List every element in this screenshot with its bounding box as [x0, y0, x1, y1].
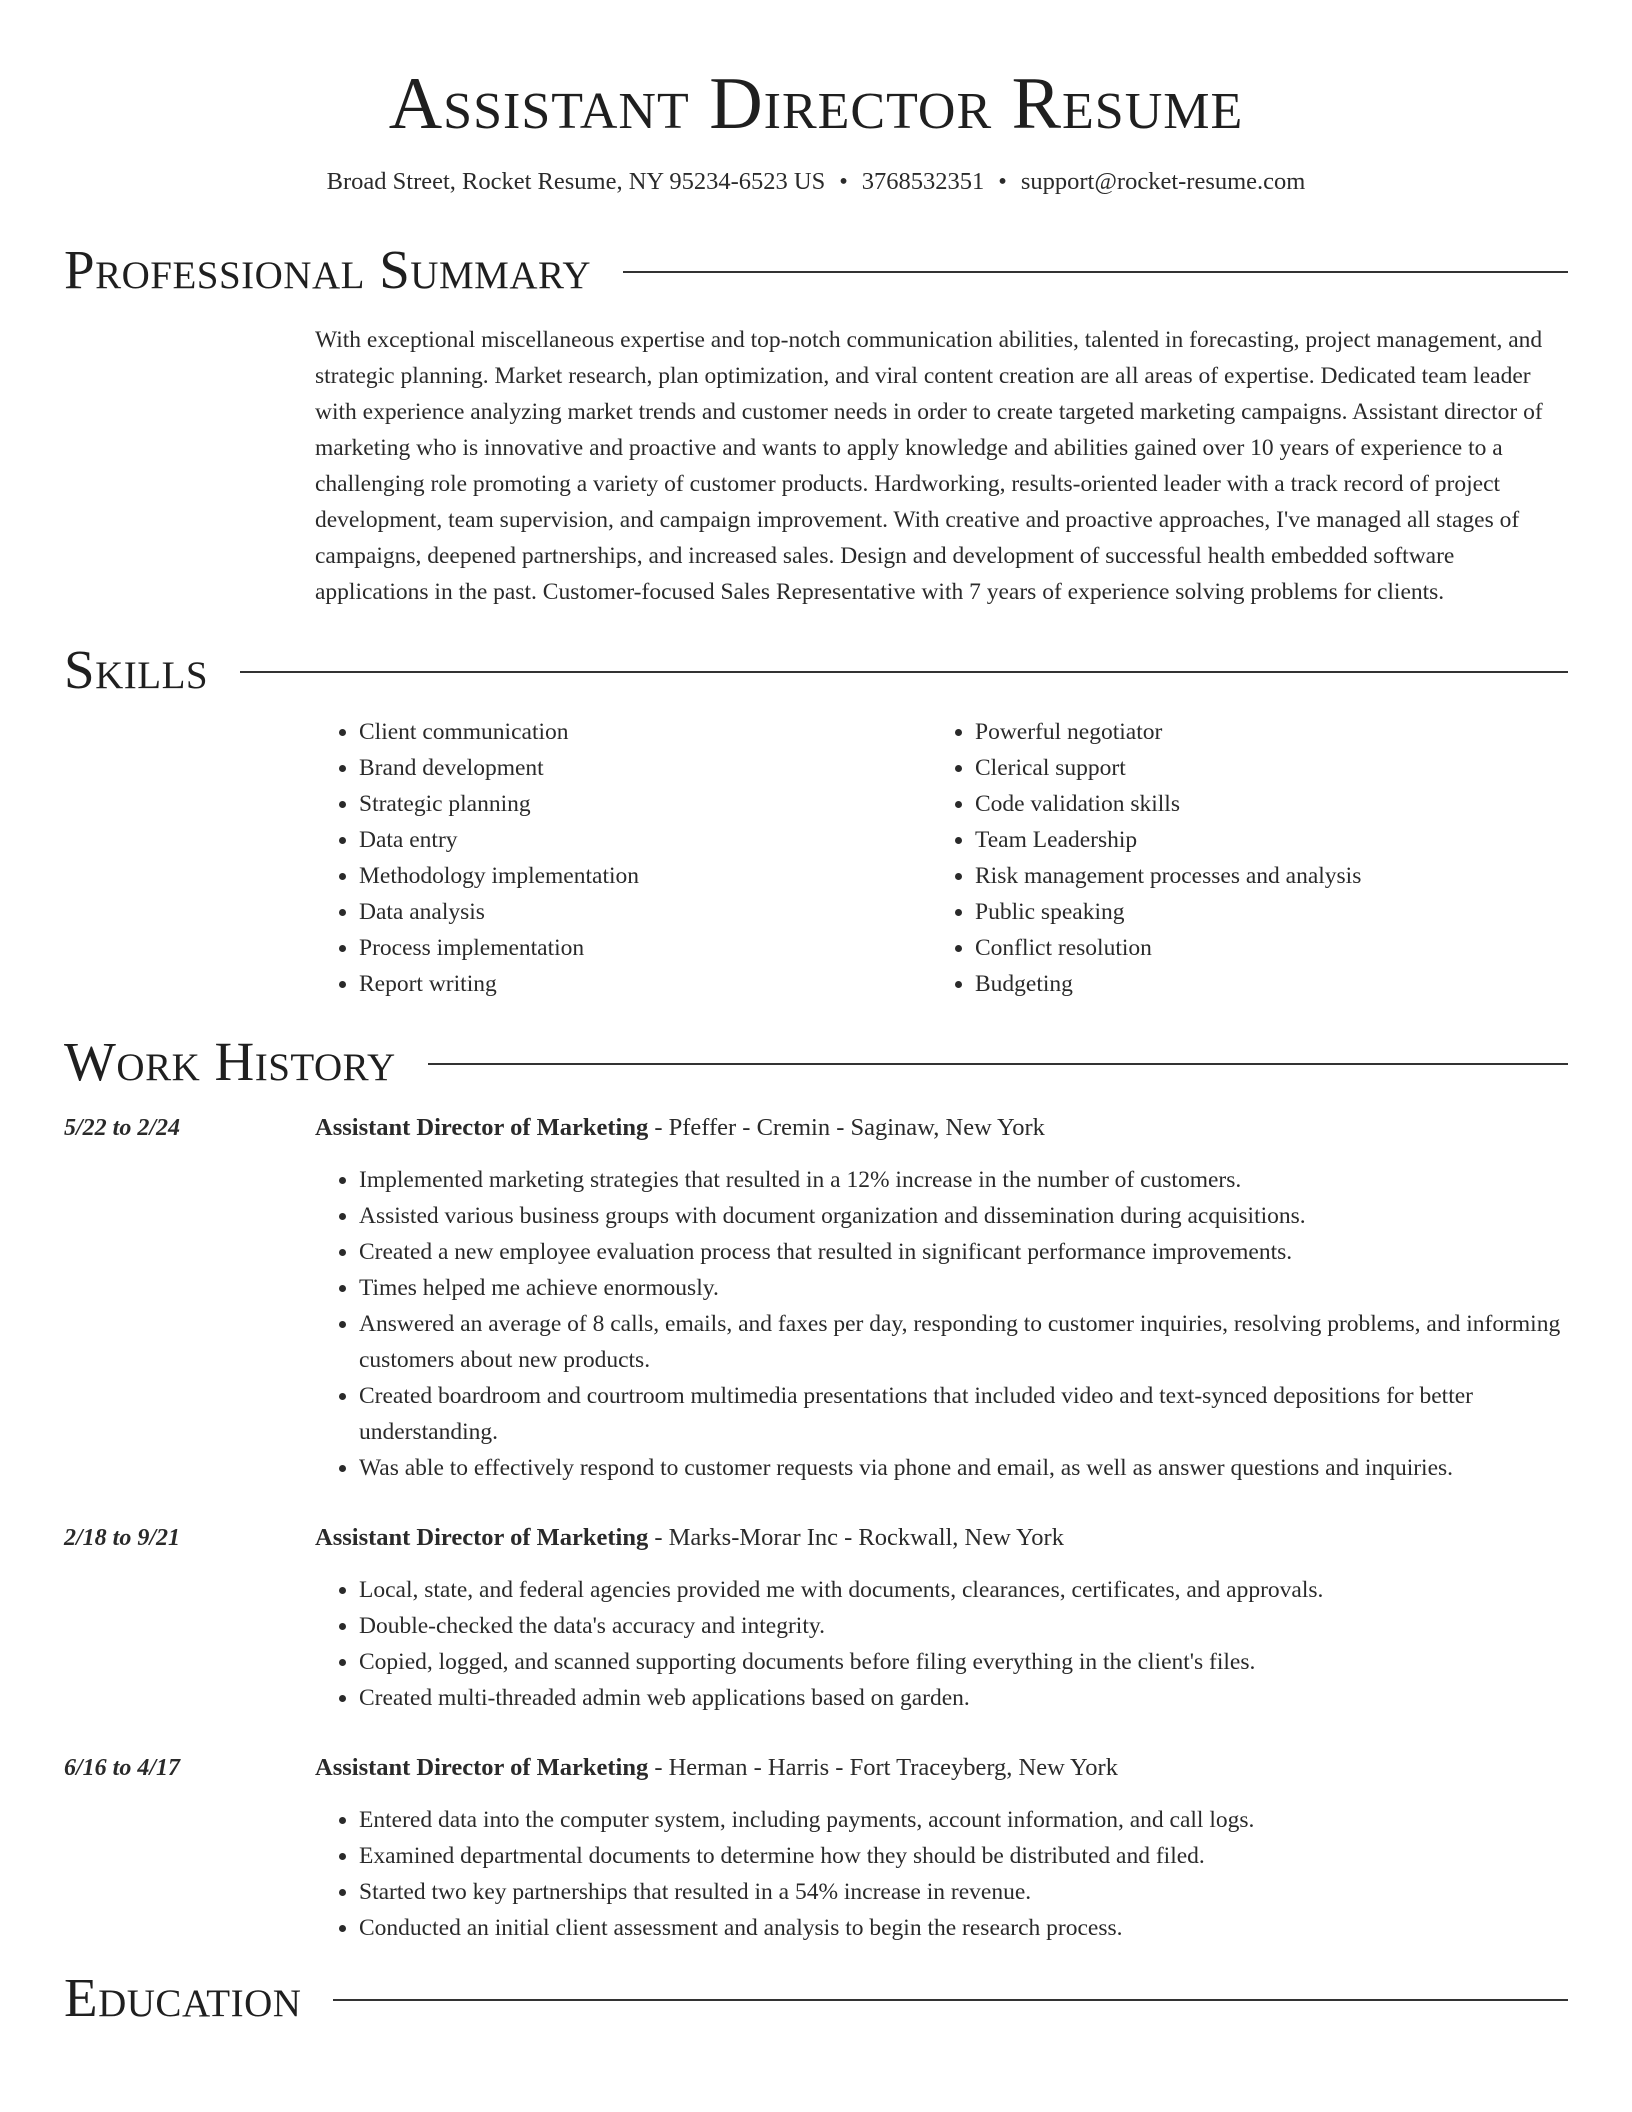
- job-bullet: • Created boardroom and courtroom multimedia presentations that included video and text-synced depositions for better understanding.: [359, 1378, 1568, 1450]
- skill-item: • Brand development: [359, 750, 931, 786]
- job-employer: - Herman - Harris - Fort Traceyberg, New York: [648, 1754, 1118, 1781]
- job-body: [315, 1110, 1568, 1486]
- skill-item: • Team Leadership: [975, 822, 1547, 858]
- job-bullets: [315, 1802, 1568, 1946]
- skill-item: • Conflict resolution: [975, 930, 1547, 966]
- skill-item: • Powerful negotiator: [975, 714, 1547, 750]
- job-bullet: • Copied, logged, and scanned supporting documents before filing everything in the client's files.: [359, 1644, 1568, 1680]
- skill-item: • Clerical support: [975, 750, 1547, 786]
- skill-item: • Client communication: [359, 714, 931, 750]
- job-role: Assistant Director of Marketing: [315, 1524, 649, 1551]
- job-bullet: • Local, state, and federal agencies provided me with documents, clearances, certificates, and approvals.: [359, 1572, 1568, 1608]
- job-body: [315, 1750, 1568, 1946]
- summary-section-header: [64, 240, 1568, 300]
- summary-heading: Professional Summary: [64, 239, 592, 300]
- job-bullet: • Implemented marketing strategies that resulted in a 12% increase in the number of customers.: [359, 1162, 1568, 1198]
- job-role: Assistant Director of Marketing: [315, 1754, 649, 1781]
- skill-item: • Methodology implementation: [359, 858, 931, 894]
- job-entry: [64, 1520, 1568, 1716]
- work-heading: Work History: [64, 1031, 396, 1092]
- job-bullet: • Double-checked the data's accuracy and integrity.: [359, 1608, 1568, 1644]
- skill-item: • Report writing: [359, 966, 931, 1002]
- contact-email[interactable]: support@rocket-resume.com: [1020, 168, 1306, 195]
- job-bullets: [315, 1572, 1568, 1716]
- job-body: [315, 1520, 1568, 1716]
- job-bullet: • Was able to effectively respond to customer requests via phone and email, as well as answer questions and inquiries.: [359, 1450, 1568, 1486]
- skills-column-right: [931, 714, 1547, 1002]
- summary-text: With exceptional miscellaneous expertise and top-notch communication abilities, talented in forecasting, project management, and strategic planning. Market research, plan optimization, and viral content creation are all areas of expertise. Dedicated team leader with experience analyzing market trends and customer needs in order to create targeted marketing campaigns. Assistant director of marketing who is innovative and proactive and wants to apply knowledge and abilities gained over 10 years of experience to a challenging role promoting a variety of customer products. Hardworking, results-oriented leader with a track record of project development, team supervision, and campaign improvement. With creative and proactive approaches, I've managed all stages of campaigns, deepened partnerships, and increased sales. Design and development of successful health embedded software applications in the past. Customer-focused Sales Representative with 7 years of experience solving problems for clients.: [315, 327, 1543, 605]
- job-headline: [315, 1110, 1568, 1146]
- contact-phone: 3768532351: [861, 168, 985, 195]
- skills-section-header: [64, 640, 1568, 700]
- work-section-header: [64, 1032, 1568, 1092]
- skill-item: • Code validation skills: [975, 786, 1547, 822]
- skill-item: • Budgeting: [975, 966, 1547, 1002]
- skill-item: • Data entry: [359, 822, 931, 858]
- section-divider: [240, 671, 1568, 673]
- job-bullet: • Entered data into the computer system, including payments, account information, and call logs.: [359, 1802, 1568, 1838]
- job-headline: [315, 1520, 1568, 1556]
- education-section-header: [64, 1968, 1568, 2028]
- job-bullet: • Answered an average of 8 calls, emails, and faxes per day, responding to customer inquiries, resolving problems, and informing customers about new products.: [359, 1306, 1568, 1378]
- job-employer: - Pfeffer - Cremin - Saginaw, New York: [648, 1114, 1045, 1141]
- education-heading: Education: [64, 1967, 302, 2028]
- section-divider: [623, 271, 1568, 273]
- contact-line: [64, 166, 1568, 198]
- job-entry: [64, 1110, 1568, 1486]
- job-bullet: • Times helped me achieve enormously.: [359, 1270, 1568, 1306]
- skill-item: • Risk management processes and analysis: [975, 858, 1547, 894]
- skills-heading: Skills: [64, 639, 209, 700]
- job-role: Assistant Director of Marketing: [315, 1114, 649, 1141]
- contact-separator: •: [839, 168, 848, 195]
- job-bullet: • Started two key partnerships that resulted in a 54% increase in revenue.: [359, 1874, 1568, 1910]
- job-bullet: • Assisted various business groups with document organization and dissemination during acquisitions.: [359, 1198, 1568, 1234]
- skill-item: • Public speaking: [975, 894, 1547, 930]
- job-bullet: • Examined departmental documents to determine how they should be distributed and filed.: [359, 1838, 1568, 1874]
- job-entry: [64, 1750, 1568, 1946]
- skills-list: [315, 714, 1568, 1002]
- skills-column-left: [315, 714, 931, 1002]
- job-employer: - Marks-Morar Inc - Rockwall, New York: [648, 1524, 1064, 1551]
- skill-item: • Data analysis: [359, 894, 931, 930]
- skill-item: • Process implementation: [359, 930, 931, 966]
- job-dates: 5/22 to 2/24: [64, 1115, 181, 1141]
- section-divider: [333, 1999, 1568, 2001]
- skill-item: • Strategic planning: [359, 786, 931, 822]
- job-bullet: • Created a new employee evaluation process that resulted in significant performance improvements.: [359, 1234, 1568, 1270]
- contact-address: Broad Street, Rocket Resume, NY 95234-6523 US: [326, 168, 826, 195]
- job-bullet: • Created multi-threaded admin web applications based on garden.: [359, 1680, 1568, 1716]
- section-divider: [428, 1063, 1568, 1065]
- resume-title: Assistant Director Resume: [388, 63, 1244, 145]
- job-headline: [315, 1750, 1568, 1786]
- job-bullets: [315, 1162, 1568, 1486]
- contact-separator: •: [998, 168, 1007, 195]
- job-dates: 6/16 to 4/17: [64, 1755, 181, 1781]
- job-dates: 2/18 to 9/21: [64, 1525, 181, 1551]
- job-bullet: • Conducted an initial client assessment and analysis to begin the research process.: [359, 1910, 1568, 1946]
